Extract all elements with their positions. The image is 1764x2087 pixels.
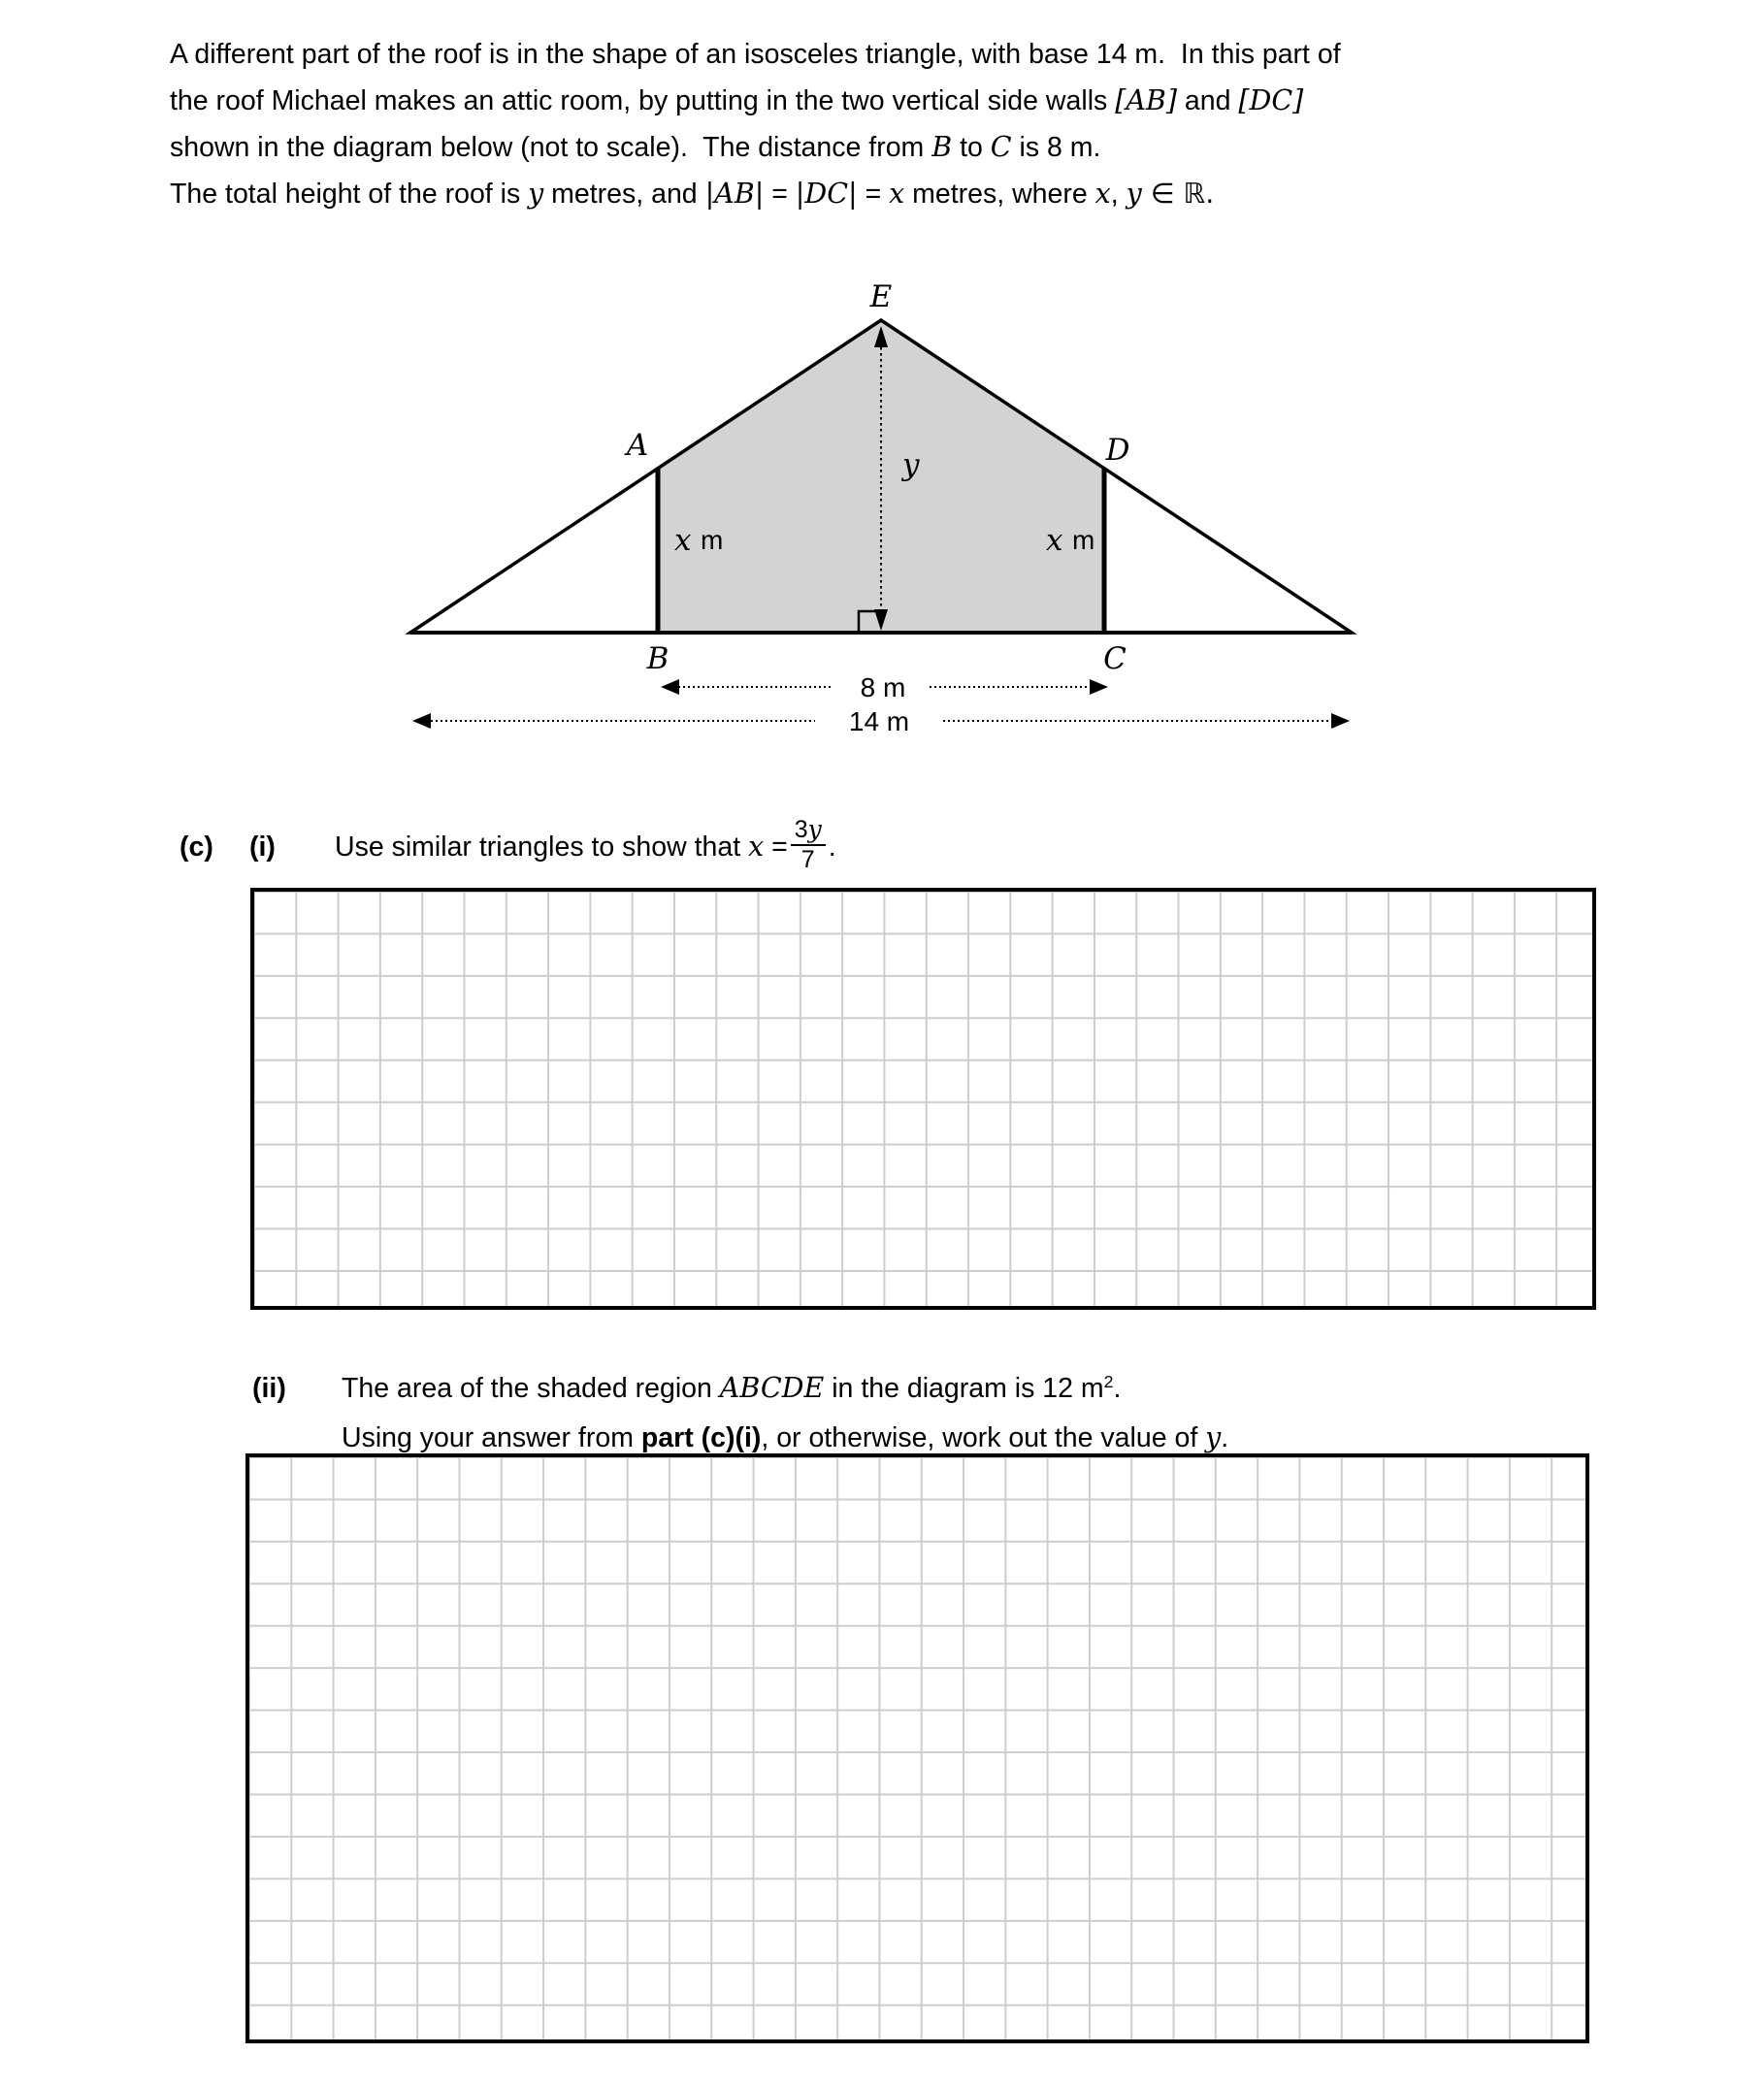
intro-line-2: the roof Michael makes an attic room, by putting in the two vertical side walls [AB] and [DC]: [170, 84, 1304, 116]
label-dim-8m: 8 m: [860, 672, 906, 702]
question-c-i-period: .: [828, 831, 836, 863]
label-x-right: x: [1046, 523, 1063, 558]
dim-14m-arrow-right: [1331, 713, 1350, 729]
label-D: D: [1105, 433, 1130, 468]
dim-8m-arrow-left: [661, 679, 679, 695]
intro-line-3: shown in the diagram below (not to scale). The distance from B to C is 8 m.: [170, 131, 1101, 163]
answer-grid-c-i[interactable]: [250, 888, 1596, 1310]
question-c-ii-text1: The area of the shaded region ABCDE in the diagram is 12 $m^2$.: [342, 1372, 1122, 1404]
intro-line-1: A different part of the roof is in the shape of an isosceles triangle, with base 14 m. In this part of: [170, 39, 1341, 70]
part-i-label: (i): [249, 831, 276, 863]
label-B: B: [646, 641, 670, 676]
roof-diagram: [291, 260, 1455, 745]
question-c-i-text: Use similar triangles to show that x =: [335, 831, 788, 863]
fraction-denominator: 7: [791, 844, 826, 874]
intro-paragraph: [170, 32, 1654, 217]
dim-8m-arrow-right: [1090, 679, 1108, 695]
question-c-ii: [252, 1365, 1552, 1461]
part-c-label: (c): [180, 831, 213, 863]
answer-grid-c-ii[interactable]: [245, 1453, 1589, 2043]
part-ii-label: (ii): [252, 1373, 286, 1404]
question-c-i: [180, 811, 836, 883]
dim-14m-arrow-left: [412, 713, 431, 729]
label-dim-14m: 14 m: [848, 706, 910, 736]
label-C: C: [1103, 641, 1127, 676]
fraction-3y-over-7: [791, 816, 826, 874]
label-y-height: y: [902, 447, 920, 482]
fraction-numerator: 3y: [794, 815, 822, 844]
question-c-ii-line1: [252, 1365, 1552, 1415]
label-A: A: [626, 428, 649, 463]
label-m-right: m: [1072, 525, 1095, 555]
label-x-left: x: [674, 523, 692, 558]
intro-line-4: The total height of the roof is y metres, and |AB| = |DC| = x metres, where x, y ∈ ℝ.: [170, 178, 1215, 210]
question-c-ii-line2: Using your answer from part (c)(i), or otherwise, work out the value of y.: [342, 1421, 1229, 1453]
label-m-left: m: [701, 525, 724, 555]
label-E: E: [869, 279, 893, 314]
